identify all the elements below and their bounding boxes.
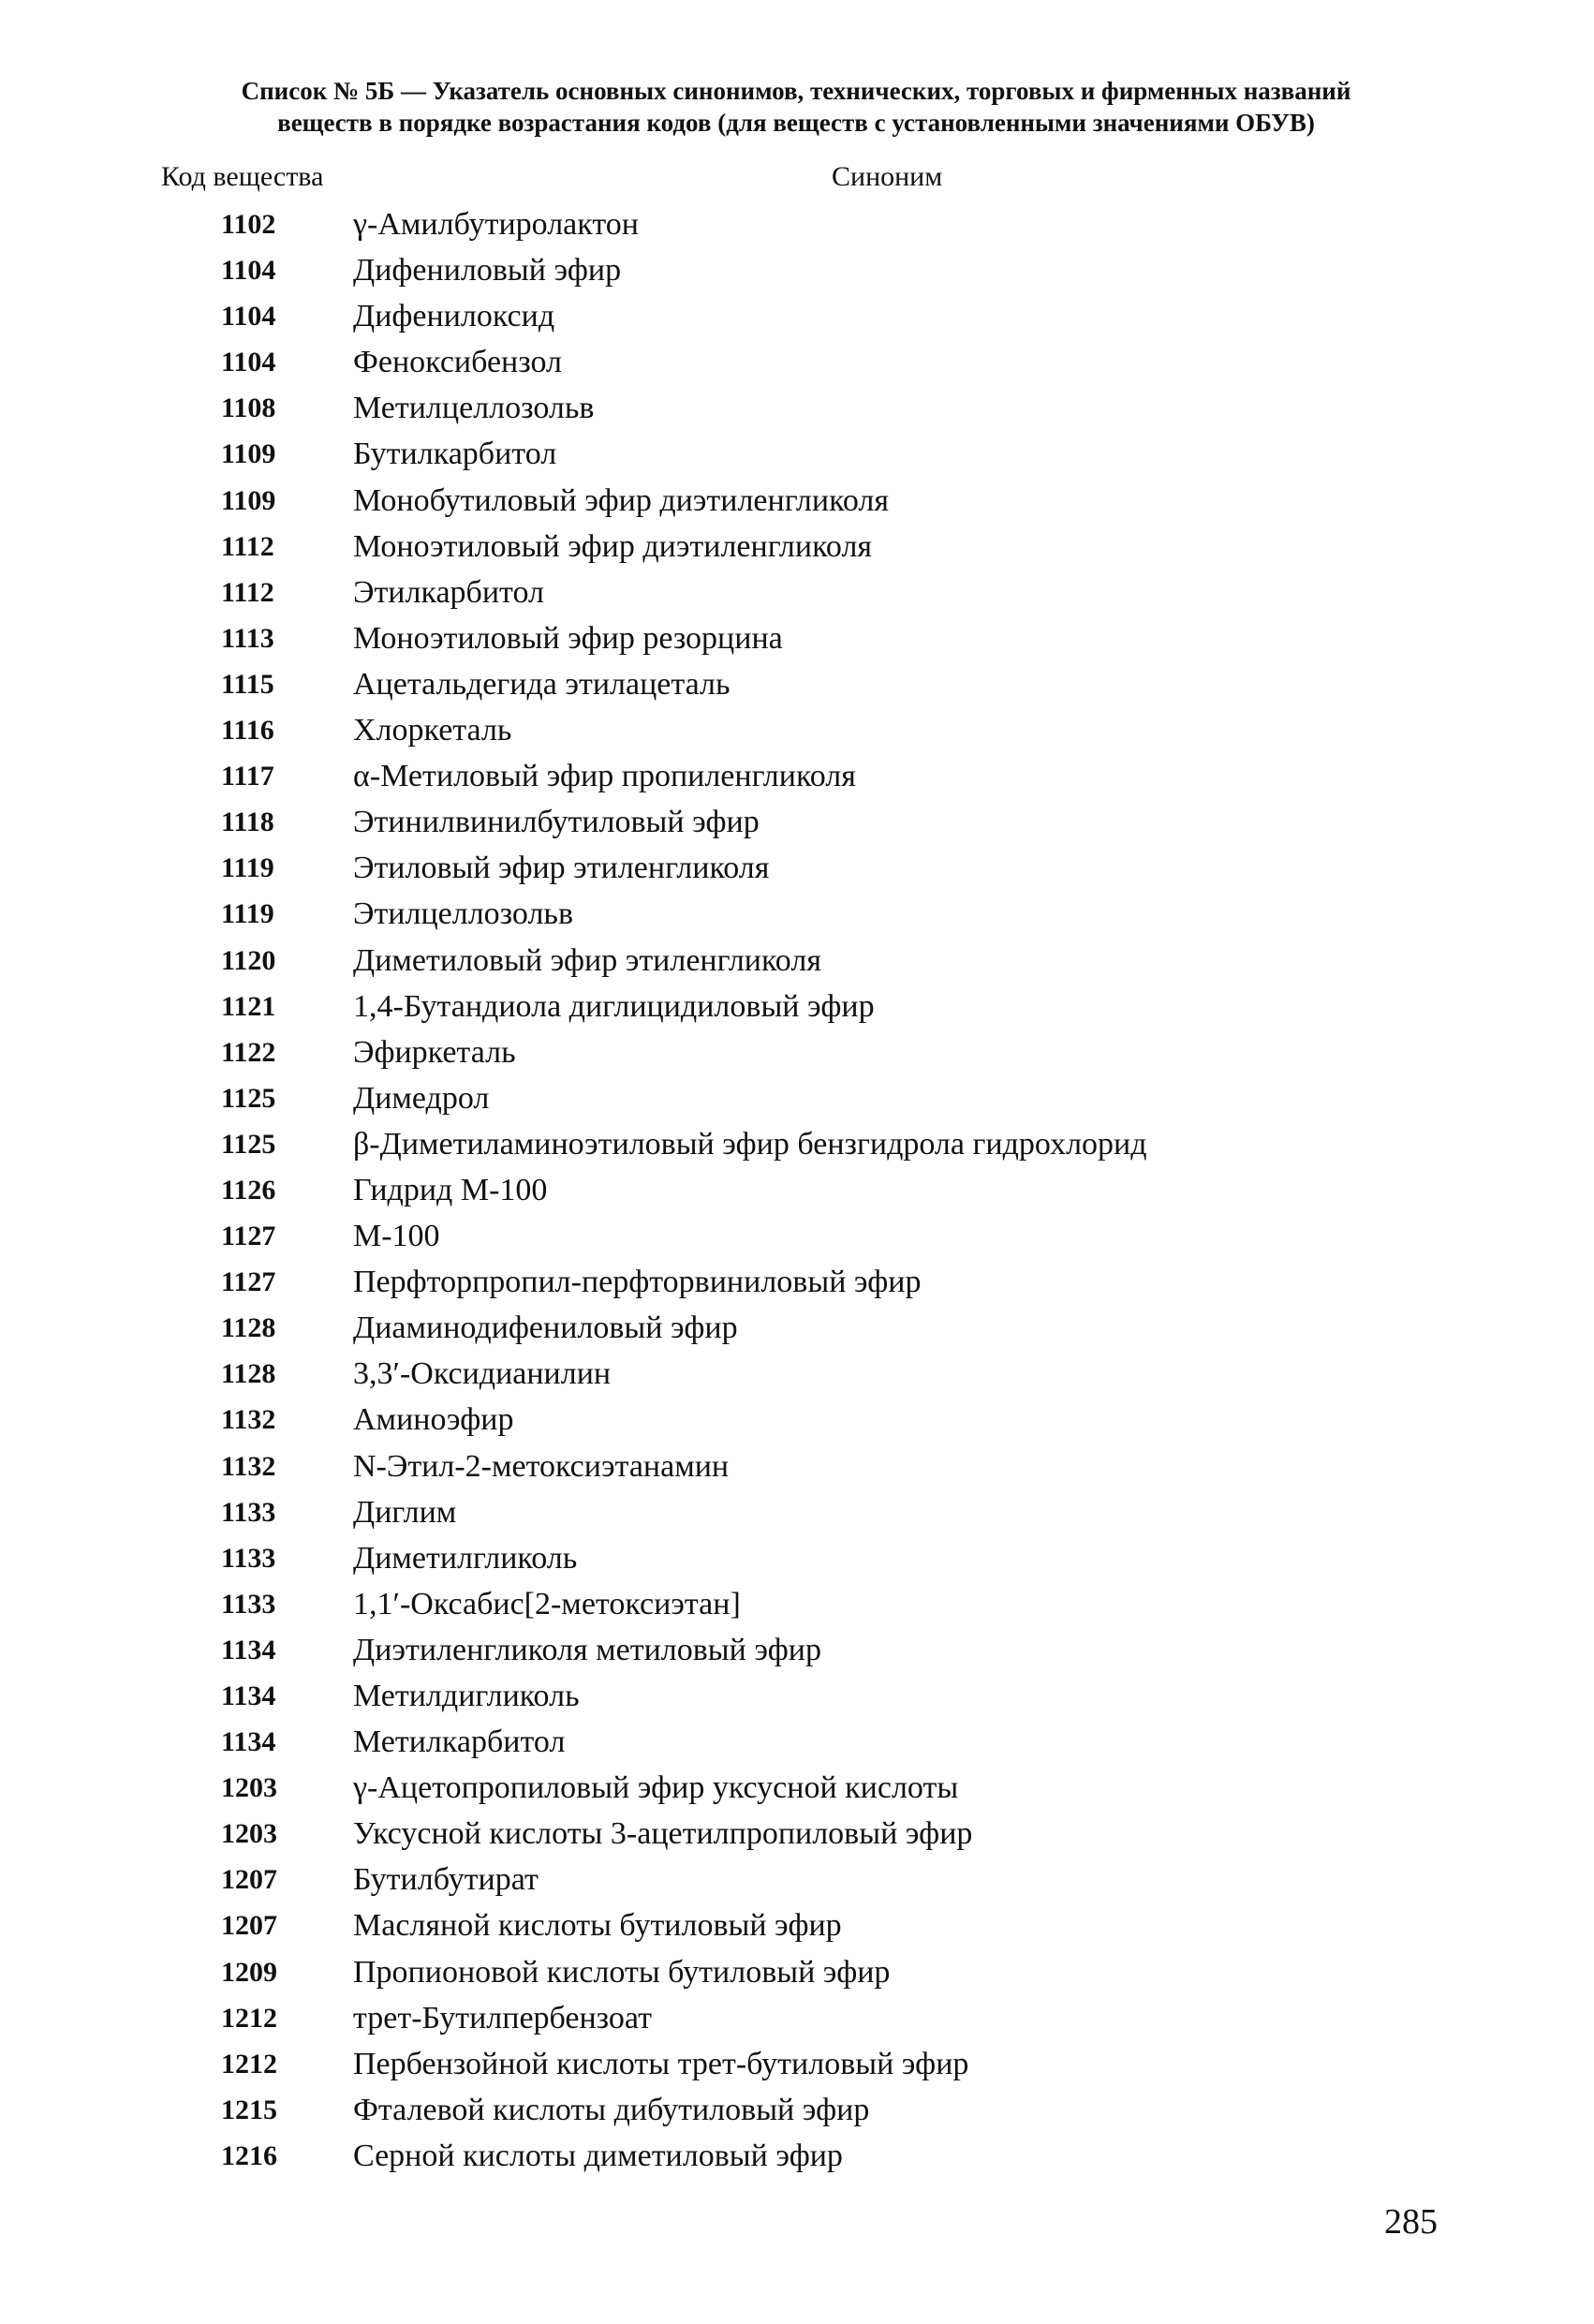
synonym-text: Этиловый эфир этиленгликоля (353, 851, 770, 886)
substance-code: 1127 (221, 1266, 276, 1298)
substance-code: 1118 (221, 807, 274, 838)
synonym-text: Димедрол (353, 1080, 490, 1116)
list-item (0, 250, 1594, 296)
synonym-text: Метилдигликоль (353, 1679, 580, 1713)
list-item (0, 618, 1594, 664)
synonym-text: Ацетальдегида этилацеталь (353, 666, 731, 702)
substance-code: 1203 (221, 1818, 277, 1850)
list-item (0, 1768, 1594, 1813)
list-item (0, 1170, 1594, 1216)
synonym-text: Пербензойной кислоты трет-бутиловый эфир (353, 2046, 969, 2081)
column-headers (0, 161, 1594, 199)
list-item (0, 1354, 1594, 1399)
list-item (0, 342, 1594, 388)
synonym-text: β-Диметиламиноэтиловый эфир бензгидрола гидрохлорид (353, 1126, 1147, 1162)
substance-code: 1128 (221, 1312, 276, 1344)
list-item (0, 1952, 1594, 1998)
substance-code: 1112 (221, 576, 274, 608)
list-item (0, 756, 1594, 802)
list-item (0, 434, 1594, 480)
list-item (0, 2044, 1594, 2090)
substance-code: 1121 (221, 990, 276, 1022)
substance-code: 1203 (221, 1772, 277, 1804)
list-item (0, 1032, 1594, 1078)
substance-code: 1120 (221, 944, 276, 976)
synonym-text: Метилцеллозольв (353, 391, 595, 426)
synonym-text: Перфторпропил-перфторвиниловый эфир (353, 1265, 922, 1300)
synonym-text: Масляной кислоты бутиловый эфир (353, 1908, 842, 1944)
list-item (0, 1262, 1594, 1308)
list-item (0, 710, 1594, 756)
list-item (0, 526, 1594, 572)
list-item (0, 1905, 1594, 1951)
substance-code: 1132 (221, 1450, 276, 1482)
synonym-text: Моноэтиловый эфир резорцина (353, 620, 783, 656)
substance-code: 1119 (221, 852, 274, 884)
list-item (0, 1446, 1594, 1492)
list-item (0, 1124, 1594, 1170)
synonym-text: Этинилвинилбутиловый эфир (353, 805, 760, 840)
list-item (0, 1859, 1594, 1905)
synonym-text: 3,3′-Оксидианилин (353, 1356, 612, 1392)
synonym-text: Монобутиловый эфир диэтиленгликоля (353, 482, 890, 518)
list-item (0, 2136, 1594, 2182)
substance-code: 1133 (221, 1588, 276, 1620)
list-item (0, 204, 1594, 250)
substance-code: 1102 (221, 209, 276, 240)
substance-code: 1104 (221, 347, 276, 378)
list-item (0, 1676, 1594, 1722)
synonym-text: 1,4-Бутандиола диглицидиловый эфир (353, 988, 875, 1024)
list-item (0, 481, 1594, 526)
synonym-text: α-Метиловый эфир пропиленгликоля (353, 759, 856, 794)
synonym-text: N-Этил-2-метоксиэтанамин (353, 1448, 730, 1484)
synonym-text: Бутилбутират (353, 1862, 539, 1898)
substance-code: 1104 (221, 255, 276, 287)
synonym-text: 1,1′-Оксабис[2-метоксиэтан] (353, 1586, 741, 1621)
synonym-text: Дифенилоксид (353, 299, 555, 334)
list-item (0, 2090, 1594, 2136)
synonym-text: Метилкарбитол (353, 1724, 566, 1760)
list-item (0, 1216, 1594, 1262)
substance-code: 1125 (221, 1128, 276, 1160)
substance-code: 1207 (221, 1864, 277, 1896)
substance-code: 1134 (221, 1726, 276, 1758)
synonym-text: Диглим (353, 1494, 457, 1530)
substance-code: 1113 (221, 622, 274, 654)
list-item (0, 664, 1594, 710)
substance-code: 1109 (221, 438, 276, 470)
substance-code: 1119 (221, 898, 274, 930)
synonym-text: Этилкарбитол (353, 574, 544, 610)
substance-code: 1128 (221, 1358, 276, 1390)
synonym-text: Бутилкарбитол (353, 437, 557, 472)
page-number: 285 (1384, 2202, 1438, 2242)
synonym-text: γ-Амилбутиролактон (353, 207, 639, 242)
list-item (0, 1538, 1594, 1584)
substance-code: 1133 (221, 1496, 276, 1528)
substance-code: 1104 (221, 301, 276, 333)
substance-code: 1132 (221, 1404, 276, 1436)
synonym-text: трет-Бутилпербензоат (353, 2000, 652, 2035)
substance-code: 1126 (221, 1174, 276, 1206)
substance-code: 1116 (221, 715, 274, 747)
substance-code: 1109 (221, 484, 276, 516)
substance-code: 1207 (221, 1910, 277, 1942)
list-item (0, 1399, 1594, 1445)
synonym-text: Пропионовой кислоты бутиловый эфир (353, 1954, 891, 1990)
list-item (0, 388, 1594, 434)
synonym-text: Диметиловый эфир этиленгликоля (353, 942, 821, 978)
synonym-list (0, 204, 1594, 2182)
substance-code: 1112 (221, 530, 274, 562)
list-item (0, 1630, 1594, 1676)
list-item (0, 986, 1594, 1032)
list-item (0, 1813, 1594, 1859)
substance-code: 1134 (221, 1634, 276, 1665)
list-item (0, 1584, 1594, 1630)
substance-code: 1215 (221, 2094, 277, 2125)
page-title-line-1: Список № 5Б — Указатель основных синонимов, технических, торговых и фирменных названий (241, 77, 1351, 105)
substance-code: 1117 (221, 761, 274, 792)
list-item (0, 1078, 1594, 1124)
column-header-synonym: Синоним (832, 161, 943, 192)
synonym-text: Диаминодифениловый эфир (353, 1310, 738, 1346)
synonym-text: Моноэтиловый эфир диэтиленгликоля (353, 528, 873, 564)
synonym-text: Эфиркеталь (353, 1034, 516, 1070)
synonym-text: Этилцеллозольв (353, 896, 573, 932)
synonym-text: Фталевой кислоты дибутиловый эфир (353, 2092, 870, 2127)
substance-code: 1122 (221, 1036, 276, 1068)
list-item (0, 848, 1594, 894)
substance-code: 1212 (221, 2048, 277, 2080)
list-item (0, 802, 1594, 848)
synonym-text: Гидрид М-100 (353, 1172, 548, 1207)
synonym-text: γ-Ацетопропиловый эфир уксусной кислоты (353, 1770, 959, 1806)
substance-code: 1127 (221, 1221, 276, 1252)
substance-code: 1212 (221, 2002, 277, 2034)
substance-code: 1209 (221, 1956, 277, 1988)
list-item (0, 894, 1594, 940)
synonym-text: Уксусной кислоты 3-ацетилпропиловый эфир (353, 1816, 973, 1852)
synonym-text: Аминоэфир (353, 1402, 514, 1438)
column-header-code: Код вещества (161, 161, 324, 192)
list-item (0, 1492, 1594, 1538)
substance-code: 1133 (221, 1542, 276, 1574)
list-item (0, 1308, 1594, 1354)
synonym-text: Хлоркеталь (353, 713, 512, 748)
substance-code: 1115 (221, 668, 274, 700)
list-item (0, 296, 1594, 342)
substance-code: 1108 (221, 392, 276, 424)
substance-code: 1216 (221, 2139, 277, 2171)
synonym-text: Дифениловый эфир (353, 253, 622, 289)
substance-code: 1134 (221, 1680, 276, 1711)
list-item (0, 1998, 1594, 2044)
page-title (140, 75, 1452, 139)
substance-code: 1125 (221, 1082, 276, 1114)
page-title-line-2: веществ в порядке возрастания кодов (для веществ с установленными значениями ОБУВ) (277, 109, 1315, 137)
synonym-text: Диэтиленгликоля метиловый эфир (353, 1632, 821, 1667)
list-item (0, 572, 1594, 618)
synonym-text: Диметилгликоль (353, 1540, 578, 1576)
synonym-text: М-100 (353, 1219, 440, 1254)
synonym-text: Серной кислоты диметиловый эфир (353, 2138, 843, 2173)
synonym-text: Феноксибензол (353, 345, 562, 380)
list-item (0, 1722, 1594, 1768)
list-item (0, 940, 1594, 986)
